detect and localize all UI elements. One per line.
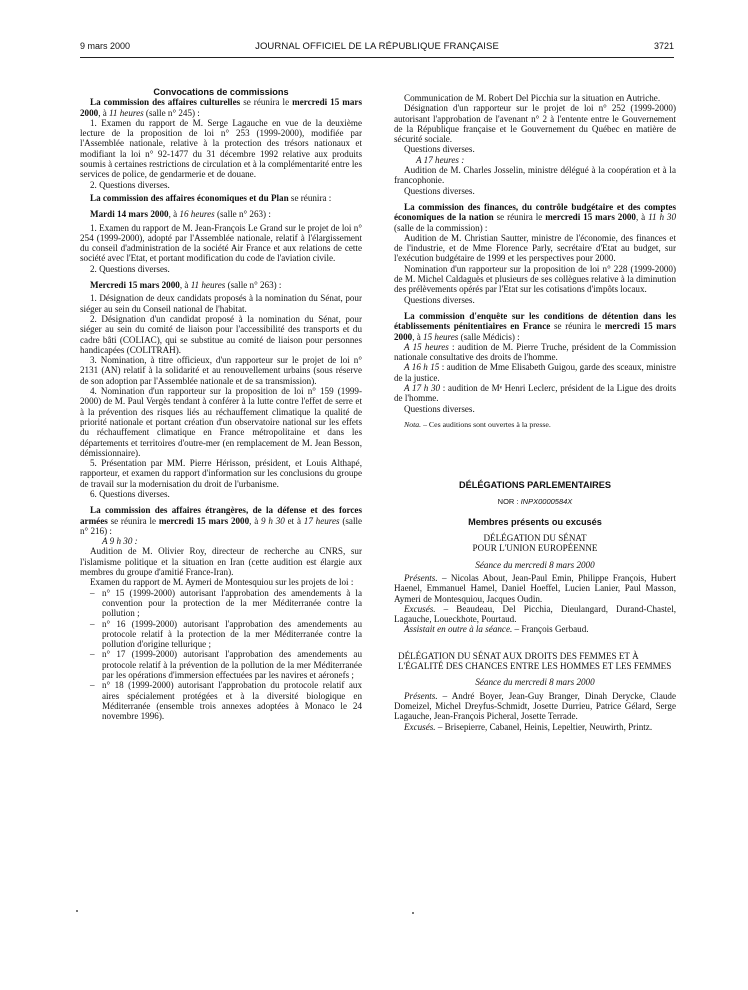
delegation-1-line-1: DÉLÉGATION DU SÉNAT [483, 533, 587, 544]
etr-audition-roy: Audition de M. Olivier Roy, directeur de recherche au CNRS, sur l'islamisme politique et la situation en Iran (cette audition est élargie aux membres du groupe d'amitié France-Iran). [80, 546, 362, 578]
eco-mercredi-item-3: 3. Nomination, à titre officieux, d'un rapporteur sur le projet de loi n° 2131 (AN) relatif à la solidarité et au renouvellement urbains (sous réserve de son adoption par l'Assemblée nationale et de sa transmission). [80, 355, 362, 386]
excuses-2 [394, 722, 676, 732]
cult-lead-comma: , à [98, 107, 110, 118]
delegation-1-line-2: POUR L'UNION EUROPÉENNE [472, 543, 598, 554]
eco-mercredi-item-2: 2. Désignation d'un candidat proposé à la nomination du Sénat, pour siéger au sein du comité de liaison pour l'accessibilité des transports et du cadre bâti (COLIAC), qui se substitue au comité de liaison pour personnes handicapées (COLITRAH). [80, 313, 362, 355]
questions-diverses-1: Questions diverses. [404, 144, 475, 155]
excuses-1 [394, 604, 676, 625]
nota-text: – Ces auditions sont ouvertes à la presse. [421, 419, 551, 429]
cult-lead-time: 11 heures [109, 107, 144, 118]
header-rule [80, 57, 674, 58]
delegations-title: DÉLÉGATIONS PARLEMENTAIRES [458, 480, 612, 491]
etr-lead-time-2: 17 heures [303, 515, 340, 526]
members-title: Membres présents ou excusés [468, 516, 602, 527]
header-date: 9 mars 2000 [80, 41, 131, 51]
enq-text-16h15: : audition de Mme Elisabeth Guigou, garde des sceaux, ministre de la justice. [394, 362, 677, 383]
assistait-1 [394, 624, 676, 634]
eco-mardi-room: (salle n° 263) : [214, 209, 271, 220]
excuses-1-text: – Beaudeau, Del Picchia, Dieulangard, Durand-Chastel, Lagauche, Loueckhote, Pourtaud. [394, 603, 676, 625]
assistait-label: Assistait en outre à la séance. [404, 624, 513, 635]
audition-josselin: Audition de M. Charles Josselin, ministre délégué à la coopération et à la francophonie. [394, 165, 676, 186]
nota-note [394, 420, 676, 430]
nor-value: INPX0000584X [520, 496, 573, 506]
enq-lead-date: mercredi 15 mars 2000 [394, 321, 676, 342]
list-item: – n° 16 (1999-2000) autorisant l'approbation des amendements au protocole relatif à la protection de la mer Méditerranée contre la pollution d'origine tellurique ; [90, 619, 362, 650]
presents-2-label: Présents. [404, 690, 438, 701]
cult-commission-lead [80, 97, 362, 118]
etr-lead-comma: , à [249, 515, 262, 526]
eco-mercredi-item-5: 5. Présentation par MM. Pierre Hérisson, président, et Louis Althapé, rapporteur, et examen du rapport d'information sur les conclusions du groupe de travail sur la modernisation du droit de l'urbanisme. [80, 458, 362, 489]
excuses-2-label: Excusés. [404, 721, 436, 732]
etr-lead-bold: La commission des affaires étrangères, de la défense et des forces armées [80, 505, 362, 526]
eco-mercredi-date: Mercredi 15 mars 2000 [90, 280, 180, 291]
questions-diverses-2: Questions diverses. [404, 185, 475, 196]
presents-1-text: – Nicolas About, Jean-Paul Emin, Philippe François, Hubert Haenel, Emmanuel Hamel, Daniel Hoeffel, Lucien Lanier, Paul Masson, Aymeri de Montesquiou, Jacques Oudin. [394, 572, 676, 604]
fin-nomination-228: Nomination d'un rapporteur sur la proposition de loi n° 228 (1999-2000) de M. Michel Caldaguès et plusieurs de ses collègues relative à la diminution des prélèvements opérés par l'Etat sur les cotisations d'impôts locaux. [394, 263, 676, 295]
cult-lead-room: (salle n° 245) : [143, 107, 200, 118]
eco-lead-rest: se réunira : [288, 192, 332, 203]
fin-lead-bold: La commission des finances, du contrôle budgétaire et des comptes économiques de la nation [394, 201, 676, 223]
right-column [394, 93, 676, 732]
assistait-text: – François Gerbaud. [512, 624, 589, 635]
eco-mardi-item-2: 2. Questions diverses. [90, 263, 170, 274]
eco-commission-lead [80, 193, 362, 203]
enq-time-16h15: A 16 h 15 [404, 362, 440, 373]
excuses-1-label: Excusés. [404, 603, 436, 614]
enq-audition-leclerc [394, 383, 676, 404]
presents-1 [394, 573, 676, 604]
eco-mercredi-item-1: 1. Désignation de deux candidats proposés à la nomination du Sénat, pour siéger au sein du Conseil national de l'habitat. [80, 293, 362, 314]
enq-time-17h30: A 17 h 30 [404, 383, 441, 394]
fin-audition-sautter: Audition de M. Christian Sautter, ministre de l'économie, des finances et de l'industrie, et de Mme Florence Parly, secrétaire d'Etat au budget, sur l'exécution budgétaire de 1999 et les perspectives pour 2000. [394, 232, 676, 264]
fin-lead-time: 11 h 30 [648, 212, 676, 223]
list-item: – n° 18 (1999-2000) autorisant l'approbation du protocole relatif aux aires spécialement protégées et à la diversité biologique en Méditerranée (ensemble trois annexes adoptées à Monaco le 24 novembre 1996). [90, 680, 362, 721]
eco-mercredi-comma: , à [179, 280, 191, 291]
enq-audition-truche [394, 342, 676, 363]
eco-mercredi-item-4: 4. Nomination d'un rapporteur sur la proposition de loi n° 159 (1999-2000) de M. Paul Vergès tendant à conférer à la lutte contre l'effet de serre et à la prévention des risques liés au réchauffement climatique la qualité de priorité nationale et portant création d'un observatoire national sur les effets du réchauffement climatique en France métropolitaine et dans les départements et territoires d'outre-mer (en remplacement de M. Jean Besson, démissionnaire). [80, 386, 362, 458]
fin-lead-room: (salle de la commission) : [394, 222, 488, 233]
enq-lead-comma: , à [412, 331, 424, 342]
enq-time-15h: A 15 heures [404, 341, 449, 352]
enq-text-15h: : audition de M. Pierre Truche, président de la Commission nationale consultative des droits de l'homme. [394, 341, 676, 363]
etr-time-heading: A 9 h 30 : [102, 536, 138, 547]
eco-lead-bold: La commission des affaires économiques et du Plan [90, 192, 289, 203]
eco-mardi-date: Mardi 14 mars 2000 [90, 209, 169, 220]
seance-2-date: Séance du mercredi 8 mars 2000 [475, 677, 595, 688]
presents-2-text: – André Boyer, Jean-Guy Branger, Dinah Derycke, Claude Domeizel, Michel Dreyfus-Schmidt, Josette Durrieu, Patrice Gélard, Serge Lagauche, Jean-François Picheral, Josette Terrade. [394, 690, 676, 722]
eco-mercredi-room: (salle n° 263) : [225, 280, 282, 291]
enq-lead-room: (salle Médicis) : [458, 331, 520, 342]
fin-lead-mid: se réunira le [493, 212, 546, 223]
time-heading-17h: A 17 heures : [416, 154, 465, 165]
fin-questions-diverses: Questions diverses. [404, 294, 475, 305]
enq-commission-lead [394, 311, 676, 342]
header-journal-title: JOURNAL OFFICIEL DE LA RÉPUBLIQUE FRANÇAISE [255, 41, 499, 52]
page-header [80, 41, 674, 55]
eco-mardi-item-1: 1. Examen du rapport de M. Jean-François Le Grand sur le projet de loi n° 254 (1999-2000), adopté par l'Assemblée nationale, relatif à l'élargissement du conseil d'administration de la société Air France et aux relations de cette société avec l'Etat, et portant modification du code de l'aviation civile. [80, 222, 362, 264]
etr-lead-mid: se réunira le [107, 515, 159, 526]
enq-lead-mid: se réunira le [550, 321, 605, 332]
fin-commission-lead [394, 202, 676, 233]
designation-252: Désignation d'un rapporteur sur le projet de loi n° 252 (1999-2000) autorisant l'approbation de l'avenant n° 2 à l'entente entre le Gouvernement de la République française et le Gouvernement du Québec en matière de sécurité sociale. [394, 103, 676, 145]
list-item: – n° 17 (1999-2000) autorisant l'approbation des amendements au protocole relatif à la prévention de la pollution de la mer Méditerranée par les opérations d'immersion effectuées par les navires et aéronefs ; [90, 649, 362, 680]
nor-label: NOR : [497, 496, 521, 506]
communication-del-picchia: Communication de M. Robert Del Picchia sur la situation en Autriche. [404, 93, 661, 103]
etr-lead-time-1: 9 h 30 [261, 515, 285, 526]
enq-audition-guigou [394, 362, 676, 383]
seance-1-date: Séance du mercredi 8 mars 2000 [475, 559, 595, 570]
nor-reference [394, 497, 676, 507]
scan-speck [76, 910, 78, 912]
etr-lead-room: (salle n° 216) : [80, 515, 363, 536]
cult-lead-mid: se réunira le [240, 97, 293, 108]
eco-mardi-heading [80, 209, 362, 219]
etr-lead-and: et à [284, 515, 304, 526]
header-page-number: 3721 [653, 41, 674, 51]
cult-item-2: 2. Questions diverses. [90, 179, 170, 190]
cult-lead-date: mercredi 15 mars 2000 [80, 97, 362, 118]
list-item: – n° 15 (1999-2000) autorisant l'approbation des amendements à la convention pour la protection de la mer Méditerranée contre la pollution ; [90, 588, 362, 619]
etr-commission-lead [80, 505, 362, 536]
fin-lead-date: mercredi 15 mars 2000 [545, 212, 636, 223]
eco-mercredi-time: 11 heures [190, 280, 226, 291]
section-title-convocations: Convocations de commissions [153, 87, 289, 97]
fin-lead-comma: , à [635, 212, 649, 223]
eco-mardi-comma: , à [168, 209, 180, 220]
scan-speck [412, 912, 414, 914]
eco-mercredi-heading [80, 280, 362, 290]
presents-1-label: Présents. [404, 572, 438, 583]
etr-lead-date: mercredi 15 mars 2000 [158, 515, 250, 526]
eco-mercredi-item-6: 6. Questions diverses. [90, 488, 170, 499]
eco-mardi-time: 16 heures [179, 209, 215, 220]
etr-examen-intro: Examen du rapport de M. Aymeri de Montesquiou sur les projets de loi : [90, 577, 354, 588]
etr-projets-list [80, 588, 362, 722]
presents-2 [394, 691, 676, 722]
left-column [80, 87, 362, 722]
nota-label: Nota. [404, 419, 422, 429]
excuses-2-text: – Brisepierre, Cabanel, Heinis, Lepeltier, Neuwirth, Printz. [435, 721, 653, 732]
enq-questions-diverses: Questions diverses. [404, 403, 475, 414]
cult-lead-bold: La commission des affaires culturelles [90, 97, 241, 108]
enq-lead-time: 15 heures [423, 331, 459, 342]
enq-text-17h30: : audition de Mᵉ Henri Leclerc, président de la Ligue des droits de l'homme. [394, 383, 677, 404]
delegation-2-title: DÉLÉGATION DU SÉNAT AUX DROITS DES FEMMES ET À L'ÉGALITÉ DES CHANCES ENTRE LES HOMMES ET LES FEMMES [398, 650, 672, 672]
cult-item-1: 1. Examen du rapport de M. Serge Lagauche en vue de la deuxième lecture de la proposition de loi n° 253 (1999-2000), modifiée par l'Assemblée nationale, relative à la protection des trésors nationaux et modifiant la loi n° 92-1477 du 31 décembre 1992 relative aux produits soumis à certaines restrictions de circulation et à la complémentarité entre les services de police, de gendarmerie et de douane. [80, 117, 362, 180]
enq-lead-bold: La commission d'enquête sur les conditions de détention dans les établissements pénitentiaires en France [394, 310, 676, 332]
